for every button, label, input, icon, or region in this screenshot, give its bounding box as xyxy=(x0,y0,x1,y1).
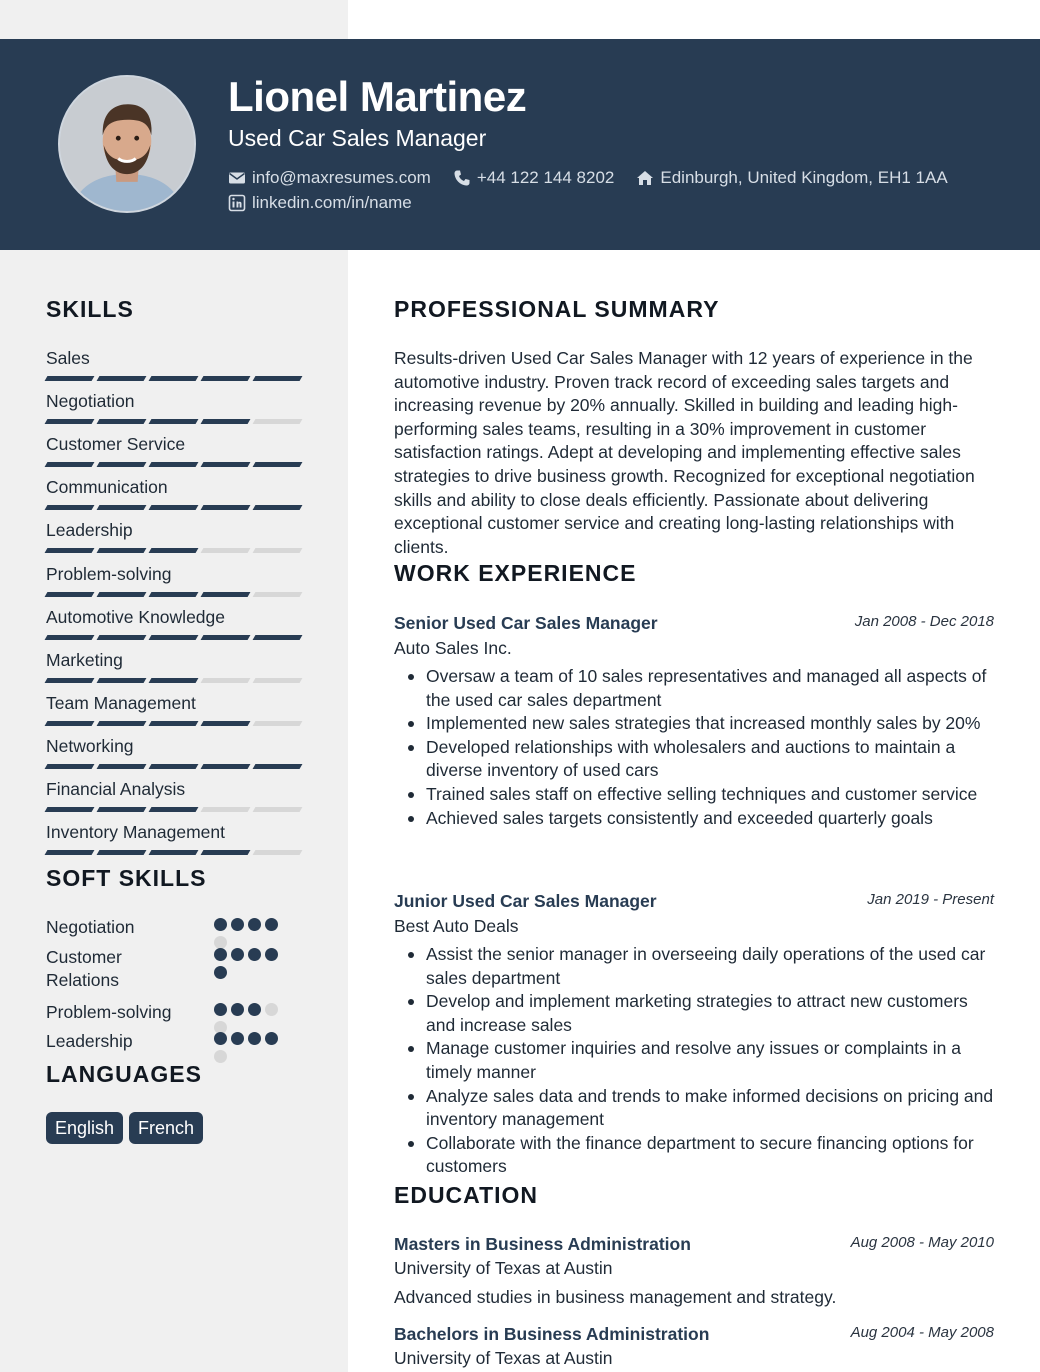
job-company: Auto Sales Inc. xyxy=(394,638,512,658)
skill-level-segment xyxy=(201,764,251,769)
resume-header xyxy=(0,39,1040,250)
skill-level-segment xyxy=(45,721,95,726)
education-school: University of Texas at Austin xyxy=(394,1258,613,1278)
contact-email-text: info@maxresumes.com xyxy=(252,168,431,187)
skill-level-segment xyxy=(97,592,147,597)
skill-name: Communication xyxy=(46,477,168,497)
languages-heading: LANGUAGES xyxy=(46,1061,202,1087)
skill-level-segment xyxy=(201,505,251,510)
skill-level-segment xyxy=(97,807,147,812)
skill-level-segment xyxy=(149,505,199,510)
skill-level-segment xyxy=(97,635,147,640)
contact-linkedin-text: linkedin.com/in/name xyxy=(252,193,412,212)
skill-level-segment xyxy=(253,850,303,855)
skill-item xyxy=(46,821,306,855)
contact-phone[interactable] xyxy=(453,168,615,188)
skill-level-bar xyxy=(46,635,306,640)
skill-level-segment xyxy=(45,419,95,424)
skill-level-bar xyxy=(46,764,306,769)
job-bullet: Develop and implement marketing strategies to attract new customers and increase sales xyxy=(394,990,994,1037)
rating-dot xyxy=(214,966,227,979)
skill-level-bar xyxy=(46,592,306,597)
education-description: Advanced studies in business management and strategy. xyxy=(394,1287,837,1307)
soft-skill-name: Customer Relations xyxy=(46,947,122,990)
contact-row-2 xyxy=(228,193,434,213)
home-icon xyxy=(636,169,654,187)
contact-linkedin[interactable] xyxy=(228,193,412,213)
skill-item xyxy=(46,649,306,683)
job-bullet: Developed relationships with wholesalers and auctions to maintain a diverse inventory of used cars xyxy=(394,736,994,783)
skill-name: Networking xyxy=(46,736,134,756)
profile-photo xyxy=(60,77,194,211)
skill-name: Problem-solving xyxy=(46,564,172,584)
job-bullet: Collaborate with the finance department to secure financing options for customers xyxy=(394,1132,994,1179)
skill-level-segment xyxy=(97,505,147,510)
skill-level-segment xyxy=(45,678,95,683)
soft-skill-name: Problem-solving xyxy=(46,1002,172,1022)
skill-level-bar xyxy=(46,678,306,683)
contact-row xyxy=(228,168,970,188)
contact-phone-text: +44 122 144 8202 xyxy=(476,168,615,187)
job-bullet: Manage customer inquiries and resolve any issues or complaints in a timely manner xyxy=(394,1037,994,1084)
rating-dot xyxy=(231,1032,244,1045)
rating-dot xyxy=(248,1003,261,1016)
job-bullet: Achieved sales targets consistently and exceeded quarterly goals xyxy=(394,807,994,831)
language-badge: English xyxy=(46,1112,123,1144)
skill-level-segment xyxy=(149,721,199,726)
skill-level-segment xyxy=(253,419,303,424)
education-school: University of Texas at Austin xyxy=(394,1348,613,1368)
education-heading: EDUCATION xyxy=(394,1182,539,1208)
skill-level-segment xyxy=(45,592,95,597)
skill-level-segment xyxy=(45,764,95,769)
experience-heading: WORK EXPERIENCE xyxy=(394,560,637,586)
education-entry xyxy=(394,1234,994,1308)
job-dates: Jan 2008 - Dec 2018 xyxy=(854,613,994,630)
job-bullets xyxy=(394,943,994,1179)
rating-dot xyxy=(214,948,227,961)
soft-skill-rating xyxy=(214,1032,294,1063)
skill-level-segment xyxy=(97,548,147,553)
skill-level-segment xyxy=(253,635,303,640)
soft-skill-rating xyxy=(214,918,294,949)
skill-level-segment xyxy=(45,505,95,510)
job-bullet: Assist the senior manager in overseeing daily operations of the used car sales department xyxy=(394,943,994,990)
skill-item xyxy=(46,778,306,812)
skill-name: Negotiation xyxy=(46,391,135,411)
rating-dot xyxy=(231,918,244,931)
skill-level-bar xyxy=(46,419,306,424)
rating-dot xyxy=(248,948,261,961)
rating-dot xyxy=(214,1003,227,1016)
phone-icon xyxy=(453,169,471,187)
contact-location xyxy=(636,168,947,188)
skills-heading: SKILLS xyxy=(46,296,134,322)
skill-level-segment xyxy=(253,678,303,683)
skill-level-segment xyxy=(201,850,251,855)
rating-dot xyxy=(248,1032,261,1045)
skill-level-segment xyxy=(149,635,199,640)
degree-title: Bachelors in Business Administration xyxy=(394,1324,710,1344)
linkedin-icon xyxy=(228,194,246,212)
job-dates: Jan 2019 - Present xyxy=(867,891,994,908)
education-dates: Aug 2008 - May 2010 xyxy=(850,1234,994,1251)
skill-level-bar xyxy=(46,376,306,381)
skill-name: Financial Analysis xyxy=(46,779,186,799)
soft-skill-name: Leadership xyxy=(46,1031,133,1051)
rating-dot xyxy=(265,1003,278,1016)
job-company: Best Auto Deals xyxy=(394,916,519,936)
skill-level-segment xyxy=(45,850,95,855)
summary-heading: PROFESSIONAL SUMMARY xyxy=(394,296,720,322)
skill-level-segment xyxy=(97,376,147,381)
skill-level-segment xyxy=(97,721,147,726)
candidate-role: Used Car Sales Manager xyxy=(228,125,487,151)
skill-level-segment xyxy=(97,678,147,683)
skill-level-segment xyxy=(253,505,303,510)
skill-name: Automotive Knowledge xyxy=(46,607,225,627)
skill-level-segment xyxy=(45,376,95,381)
avatar xyxy=(58,75,196,213)
contact-email[interactable] xyxy=(228,168,431,188)
soft-skill-rating xyxy=(214,948,294,979)
skill-level-bar xyxy=(46,462,306,467)
contact-location-text: Edinburgh, United Kingdom, EH1 1AA xyxy=(660,168,948,187)
skill-level-segment xyxy=(201,462,251,467)
skill-item xyxy=(46,563,306,597)
skill-level-segment xyxy=(149,376,199,381)
degree-title: Masters in Business Administration xyxy=(394,1234,691,1254)
job-entry xyxy=(394,613,994,830)
rating-dot xyxy=(265,1032,278,1045)
skill-level-segment xyxy=(97,764,147,769)
job-bullet: Implemented new sales strategies that increased monthly sales by 20% xyxy=(394,712,994,736)
skill-level-segment xyxy=(253,721,303,726)
skill-level-segment xyxy=(201,635,251,640)
skill-level-segment xyxy=(253,462,303,467)
job-title: Senior Used Car Sales Manager xyxy=(394,613,658,633)
skill-level-bar xyxy=(46,721,306,726)
rating-dot xyxy=(214,1032,227,1045)
skill-level-segment xyxy=(45,635,95,640)
job-bullets xyxy=(394,665,994,830)
job-title: Junior Used Car Sales Manager xyxy=(394,891,657,911)
skill-item xyxy=(46,390,306,424)
job-bullet: Analyze sales data and trends to make informed decisions on pricing and inventory management xyxy=(394,1085,994,1132)
rating-dot xyxy=(231,1003,244,1016)
language-badge: French xyxy=(129,1112,203,1144)
skill-level-segment xyxy=(253,592,303,597)
skill-item xyxy=(46,692,306,726)
rating-dot xyxy=(265,918,278,931)
skill-level-segment xyxy=(253,807,303,812)
skill-level-segment xyxy=(97,850,147,855)
candidate-name: Lionel Martinez xyxy=(228,73,527,120)
skill-level-segment xyxy=(97,462,147,467)
job-bullet: Oversaw a team of 10 sales representatives and managed all aspects of the used car sales department xyxy=(394,665,994,712)
skill-level-segment xyxy=(201,376,251,381)
rating-dot xyxy=(214,918,227,931)
skill-level-segment xyxy=(253,376,303,381)
skill-level-segment xyxy=(253,764,303,769)
skill-item xyxy=(46,606,306,640)
skill-level-segment xyxy=(149,764,199,769)
skill-level-segment xyxy=(149,419,199,424)
skill-level-segment xyxy=(201,419,251,424)
education-dates: Aug 2004 - May 2008 xyxy=(850,1324,994,1341)
skill-level-segment xyxy=(149,592,199,597)
skill-item xyxy=(46,519,306,553)
soft-skill-item xyxy=(46,1030,306,1053)
skill-level-segment xyxy=(149,548,199,553)
job-bullet: Trained sales staff on effective selling techniques and customer service xyxy=(394,783,994,807)
skill-level-segment xyxy=(97,419,147,424)
skill-level-bar xyxy=(46,505,306,510)
skill-item xyxy=(46,735,306,769)
envelope-icon xyxy=(228,169,246,187)
soft-skills-heading: SOFT SKILLS xyxy=(46,865,207,891)
skill-level-bar xyxy=(46,807,306,812)
rating-dot xyxy=(231,948,244,961)
rating-dot xyxy=(265,948,278,961)
skill-item xyxy=(46,433,306,467)
skill-name: Marketing xyxy=(46,650,123,670)
education-entry xyxy=(394,1324,994,1369)
skill-level-segment xyxy=(149,462,199,467)
skill-name: Customer Service xyxy=(46,434,186,454)
skill-level-segment xyxy=(201,807,251,812)
skill-level-segment xyxy=(149,850,199,855)
skill-level-segment xyxy=(149,678,199,683)
skill-level-segment xyxy=(201,548,251,553)
skill-level-segment xyxy=(45,462,95,467)
rating-dot xyxy=(248,918,261,931)
skill-level-segment xyxy=(45,807,95,812)
skill-level-segment xyxy=(201,678,251,683)
skill-name: Sales xyxy=(46,348,90,368)
skill-level-segment xyxy=(201,592,251,597)
skill-name: Inventory Management xyxy=(46,822,225,842)
soft-skill-item xyxy=(46,916,306,939)
job-entry xyxy=(394,891,994,1179)
soft-skill-item xyxy=(46,946,306,992)
summary-text: Results-driven Used Car Sales Manager with 12 years of experience in the automotive industry. Proven track record of exceeding sales targets and increasing revenue by 20% annually. Skilled in building and leading high-performing sales teams, resulting in a 30% improvement in customer satisfaction ratings. Adept at developing and implementing effective sales strategies to drive business growth. Recognized for exceptional negotiation skills and ability to close deals efficiently. Passionate about delivering exceptional customer service and creating long-lasting relationships with clients. xyxy=(394,348,975,557)
skill-name: Team Management xyxy=(46,693,196,713)
skill-level-segment xyxy=(45,548,95,553)
skill-name: Leadership xyxy=(46,520,133,540)
skill-level-segment xyxy=(201,721,251,726)
skill-level-bar xyxy=(46,850,306,855)
soft-skill-item xyxy=(46,1001,306,1024)
skill-level-bar xyxy=(46,548,306,553)
skill-item xyxy=(46,476,306,510)
skill-item xyxy=(46,347,306,381)
soft-skill-name: Negotiation xyxy=(46,917,135,937)
skill-level-segment xyxy=(149,807,199,812)
skill-level-segment xyxy=(253,548,303,553)
